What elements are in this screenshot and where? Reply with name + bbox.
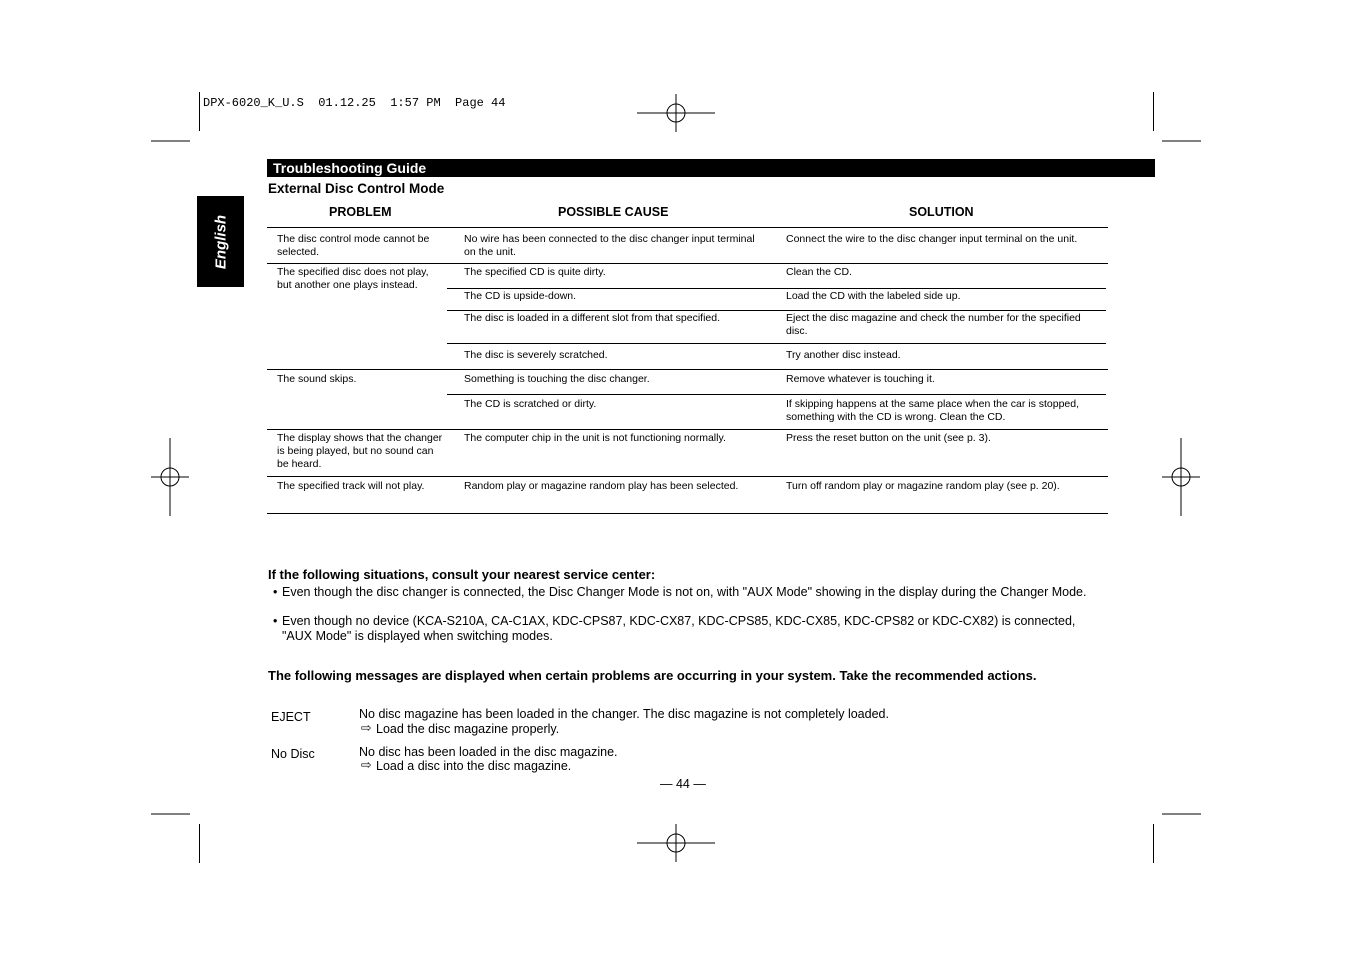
table-problem-cell: The specified track will not play. bbox=[277, 480, 425, 492]
service-bullet: Even though no device (KCA-S210A, CA-C1AX, KDC-CPS87, KDC-CX87, KDC-CPS85, KDC-CX85, KDC-CPS82 or KDC-CX82) is connected, "AUX Mode" is displayed when switching modes. bbox=[282, 614, 1076, 643]
table-cause-cell: Something is touching the disc changer. bbox=[464, 373, 650, 385]
table-solution-cell: Turn off random play or magazine random play (see p. 20). bbox=[786, 480, 1060, 492]
messages-heading: The following messages are displayed when certain problems are occurring in your system. Take the recommended actions. bbox=[268, 668, 1037, 683]
table-cause-cell: The disc is severely scratched. bbox=[464, 349, 608, 361]
column-header-solution: SOLUTION bbox=[909, 205, 974, 219]
table-solution-cell: If skipping happens at the same place when the car is stopped, something with the CD is wrong. Clean the CD. bbox=[786, 398, 1080, 423]
table-solution-cell: Clean the CD. bbox=[786, 266, 852, 278]
message-description: No disc magazine has been loaded in the changer. The disc magazine is not completely loaded. bbox=[359, 707, 889, 721]
bullet-icon: • bbox=[273, 585, 278, 599]
section-title: Troubleshooting Guide bbox=[273, 160, 427, 176]
language-tab-label: English bbox=[212, 214, 229, 269]
table-problem-cell: The sound skips. bbox=[277, 373, 357, 385]
message-action: Load a disc into the disc magazine. bbox=[376, 759, 572, 773]
language-tab bbox=[197, 196, 244, 287]
table-problem-cell: The display shows that the changer is being played, but no sound can be heard. bbox=[277, 432, 443, 470]
message-action: Load the disc magazine properly. bbox=[376, 722, 560, 736]
page-number: — 44 — bbox=[660, 777, 706, 791]
print-header: DPX-6020_K_U.S 01.12.25 1:57 PM Page 44 bbox=[203, 96, 506, 110]
table-solution-cell: Eject the disc magazine and check the number for the specified disc. bbox=[786, 312, 1081, 337]
table-solution-cell: Remove whatever is touching it. bbox=[786, 373, 935, 385]
table-cause-cell: The computer chip in the unit is not functioning normally. bbox=[464, 432, 726, 444]
message-key: EJECT bbox=[271, 710, 311, 724]
subsection-title: External Disc Control Mode bbox=[268, 181, 445, 196]
column-header-cause: POSSIBLE CAUSE bbox=[558, 205, 669, 219]
table-cause-cell: Random play or magazine random play has been selected. bbox=[464, 480, 739, 492]
table-cause-cell: The specified CD is quite dirty. bbox=[464, 266, 606, 278]
message-key: No Disc bbox=[271, 747, 315, 761]
bullet-icon: • bbox=[273, 614, 278, 628]
message-description: No disc has been loaded in the disc magazine. bbox=[359, 745, 618, 759]
table-cause-cell: The CD is scratched or dirty. bbox=[464, 398, 597, 410]
arrow-right-icon: ⇨ bbox=[361, 721, 372, 735]
service-heading: If the following situations, consult your nearest service center: bbox=[268, 567, 656, 582]
table-cause-cell: The CD is upside-down. bbox=[464, 290, 577, 302]
table-cause-cell: The disc is loaded in a different slot from that specified. bbox=[464, 312, 721, 324]
column-header-problem: PROBLEM bbox=[329, 205, 392, 219]
table-problem-cell: The specified disc does not play, but another one plays instead. bbox=[277, 266, 429, 291]
arrow-right-icon: ⇨ bbox=[361, 758, 372, 772]
table-solution-cell: Try another disc instead. bbox=[786, 349, 901, 361]
table-cause-cell: No wire has been connected to the disc changer input terminal on the unit. bbox=[464, 233, 755, 258]
table-problem-cell: The disc control mode cannot be selected. bbox=[277, 233, 430, 258]
section-title-bar bbox=[267, 159, 1155, 177]
service-bullet: Even though the disc changer is connected, the Disc Changer Mode is not on, with "AUX Mode" showing in the display during the Changer Mode. bbox=[282, 585, 1087, 599]
table-solution-cell: Load the CD with the labeled side up. bbox=[786, 290, 961, 302]
table-solution-cell: Connect the wire to the disc changer input terminal on the unit. bbox=[786, 233, 1078, 245]
table-solution-cell: Press the reset button on the unit (see p. 3). bbox=[786, 432, 991, 444]
